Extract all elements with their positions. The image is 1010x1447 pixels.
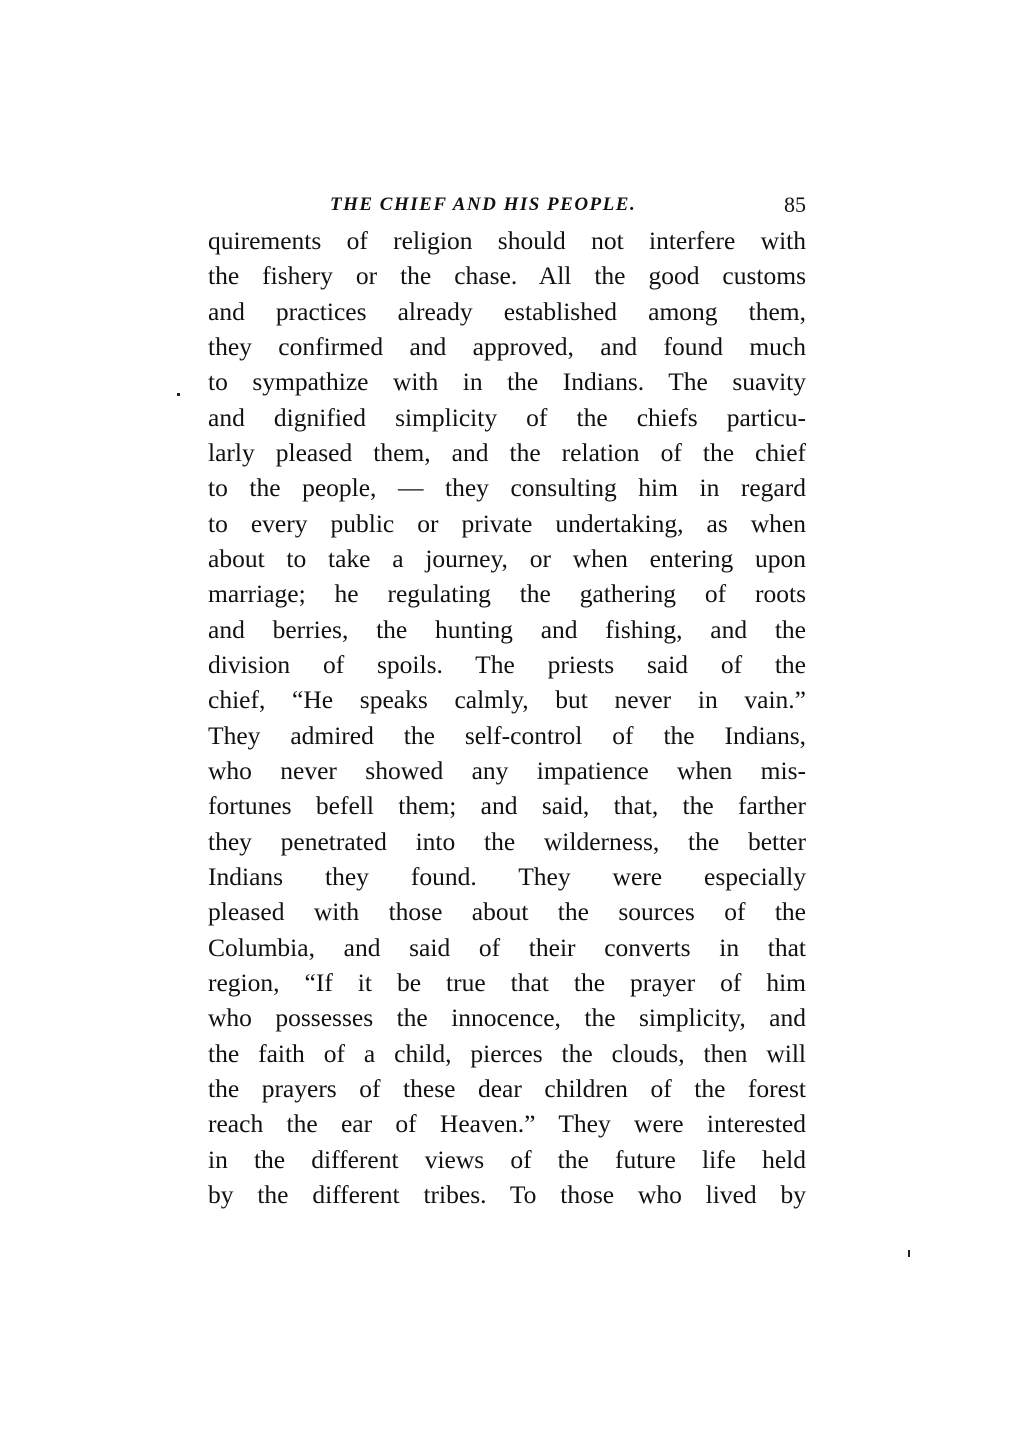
- text-line: larly pleased them, and the relation of the chief: [208, 437, 806, 467]
- text-line: to sympathize with in the Indians. The suavity: [208, 367, 806, 397]
- page-number: 85: [784, 192, 806, 217]
- text-line: fortunes befell them; and said, that, the farther: [208, 791, 806, 821]
- text-line: region, “If it be true that the prayer of him: [208, 967, 806, 997]
- text-line: chief, “He speaks calmly, but never in vain.”: [208, 685, 806, 715]
- text-line: the faith of a child, pierces the clouds, then will: [208, 1038, 806, 1068]
- running-title: THE CHIEF AND HIS PEOPLE.: [330, 194, 637, 215]
- scan-speck: [908, 1250, 910, 1257]
- text-line: the prayers of these dear children of the forest: [208, 1073, 806, 1103]
- body-text: [208, 223, 806, 1212]
- text-line: Columbia, and said of their converts in that: [208, 932, 806, 962]
- text-line: the fishery or the chase. All the good customs: [208, 261, 806, 291]
- text-line: reach the ear of Heaven.” They were interested: [208, 1109, 806, 1139]
- text-line: about to take a journey, or when entering upon: [208, 543, 806, 573]
- text-line: Indians they found. They were especially: [208, 861, 806, 891]
- text-line: and practices already established among them,: [208, 296, 806, 326]
- text-line: by the different tribes. To those who lived by: [208, 1179, 806, 1209]
- page-header: [208, 190, 806, 220]
- text-line: marriage; he regulating the gathering of roots: [208, 579, 806, 609]
- text-line: who possesses the innocence, the simplicity, and: [208, 1003, 806, 1033]
- text-line: they penetrated into the wilderness, the better: [208, 826, 806, 856]
- text-line: in the different views of the future life held: [208, 1144, 806, 1174]
- text-line: to the people, — they consulting him in regard: [208, 473, 806, 503]
- scan-speck: [177, 393, 180, 396]
- text-line: They admired the self-control of the Indians,: [208, 720, 806, 750]
- text-line: quirements of religion should not interfere with: [208, 226, 806, 255]
- text-line: who never showed any impatience when mis-: [208, 755, 806, 785]
- text-line: and dignified simplicity of the chiefs particu-: [208, 402, 806, 432]
- text-line: division of spoils. The priests said of the: [208, 649, 806, 679]
- text-line: they confirmed and approved, and found much: [208, 331, 806, 361]
- text-line: to every public or private undertaking, as when: [208, 508, 806, 538]
- text-line: and berries, the hunting and fishing, and the: [208, 614, 806, 644]
- text-line: pleased with those about the sources of the: [208, 897, 806, 927]
